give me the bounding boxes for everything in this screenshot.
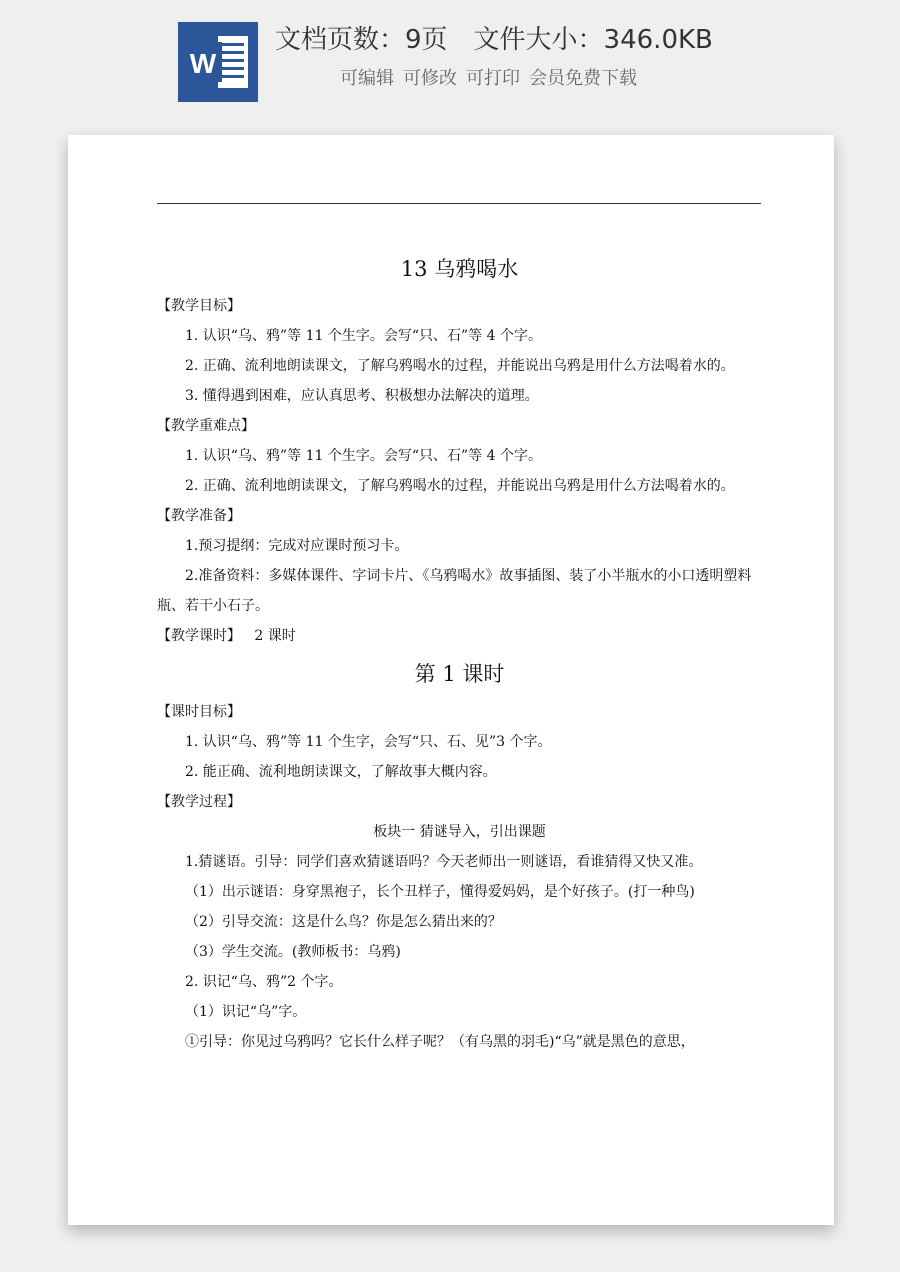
word-document-icon bbox=[178, 22, 258, 102]
hours-heading: 【教学课时】 bbox=[157, 628, 241, 644]
feature-editable: 可编辑 bbox=[340, 68, 394, 89]
banner-stats bbox=[275, 18, 713, 62]
process-item: 2. 识记“乌、鸦”2 个字。 bbox=[185, 974, 343, 990]
document-body bbox=[157, 249, 762, 1057]
doc-title: 13 乌鸦喝水 bbox=[400, 257, 519, 281]
process-item: （1）出示谜语：身穿黑袍子，长个丑样子，懂得爱妈妈，是个好孩子。(打一种鸟) bbox=[185, 884, 695, 900]
lesson-goal-item: 1. 认识“乌、鸦”等 11 个生字，会写“只、石、见”3 个字。 bbox=[185, 734, 552, 750]
download-banner bbox=[0, 0, 900, 130]
file-size: 文件大小：346.0KB bbox=[473, 25, 713, 55]
banner-features bbox=[340, 64, 646, 94]
key-point-item: 2. 正确、流利地朗读课文，了解乌鸦喝水的过程，并能说出乌鸦是用什么方法喝着水的。 bbox=[185, 478, 735, 494]
page-count: 文档页数：9页 bbox=[275, 25, 448, 55]
key-point-item: 1. 认识“乌、鸦”等 11 个生字。会写“只、石”等 4 个字。 bbox=[185, 448, 542, 464]
prep-heading: 【教学准备】 bbox=[157, 508, 241, 524]
lesson-title: 第 1 课时 bbox=[414, 662, 505, 686]
word-logo-letter: W bbox=[189, 48, 217, 79]
goal-item: 3. 懂得遇到困难，应认真思考、积极想办法解决的道理。 bbox=[185, 388, 539, 404]
process-item: （3）学生交流。(教师板书：乌鸦) bbox=[185, 944, 401, 960]
lesson-goals-heading: 【课时目标】 bbox=[157, 704, 241, 720]
hours-line bbox=[157, 621, 762, 651]
feature-member-download: 会员免费下载 bbox=[529, 68, 637, 89]
feature-modifiable: 可修改 bbox=[403, 68, 457, 89]
hours-value: 2 课时 bbox=[254, 628, 296, 644]
block1-title: 板块一 猜谜导入，引出课题 bbox=[373, 824, 546, 840]
goal-item: 2. 正确、流利地朗读课文，了解乌鸦喝水的过程，并能说出乌鸦是用什么方法喝着水的。 bbox=[185, 358, 735, 374]
process-item: ①引导：你见过乌鸦吗？它长什么样子呢？（有乌黑的羽毛)“乌”就是黑色的意思， bbox=[185, 1034, 695, 1050]
header-rule bbox=[157, 203, 761, 204]
lesson-goal-item: 2. 能正确、流利地朗读课文，了解故事大概内容。 bbox=[185, 764, 497, 780]
prep-item: 2.准备资料：多媒体课件、字词卡片、《乌鸦喝水》故事插图、装了小半瓶水的小口透明塑料瓶、若干小石子。 bbox=[157, 568, 752, 614]
process-item: （1）识记“乌”字。 bbox=[185, 1004, 307, 1020]
goal-item: 1. 认识“乌、鸦”等 11 个生字。会写“只、石”等 4 个字。 bbox=[185, 328, 542, 344]
feature-printable: 可打印 bbox=[466, 68, 520, 89]
process-item: 1.猜谜语。引导：同学们喜欢猜谜语吗？今天老师出一则谜语，看谁猜得又快又准。 bbox=[185, 854, 703, 870]
document-page bbox=[68, 135, 834, 1225]
goals-heading: 【教学目标】 bbox=[157, 298, 241, 314]
key-points-heading: 【教学重难点】 bbox=[157, 418, 255, 434]
process-heading: 【教学过程】 bbox=[157, 794, 241, 810]
process-item: （2）引导交流：这是什么鸟？你是怎么猜出来的？ bbox=[185, 914, 502, 930]
prep-item: 1.预习提纲：完成对应课时预习卡。 bbox=[185, 538, 409, 554]
